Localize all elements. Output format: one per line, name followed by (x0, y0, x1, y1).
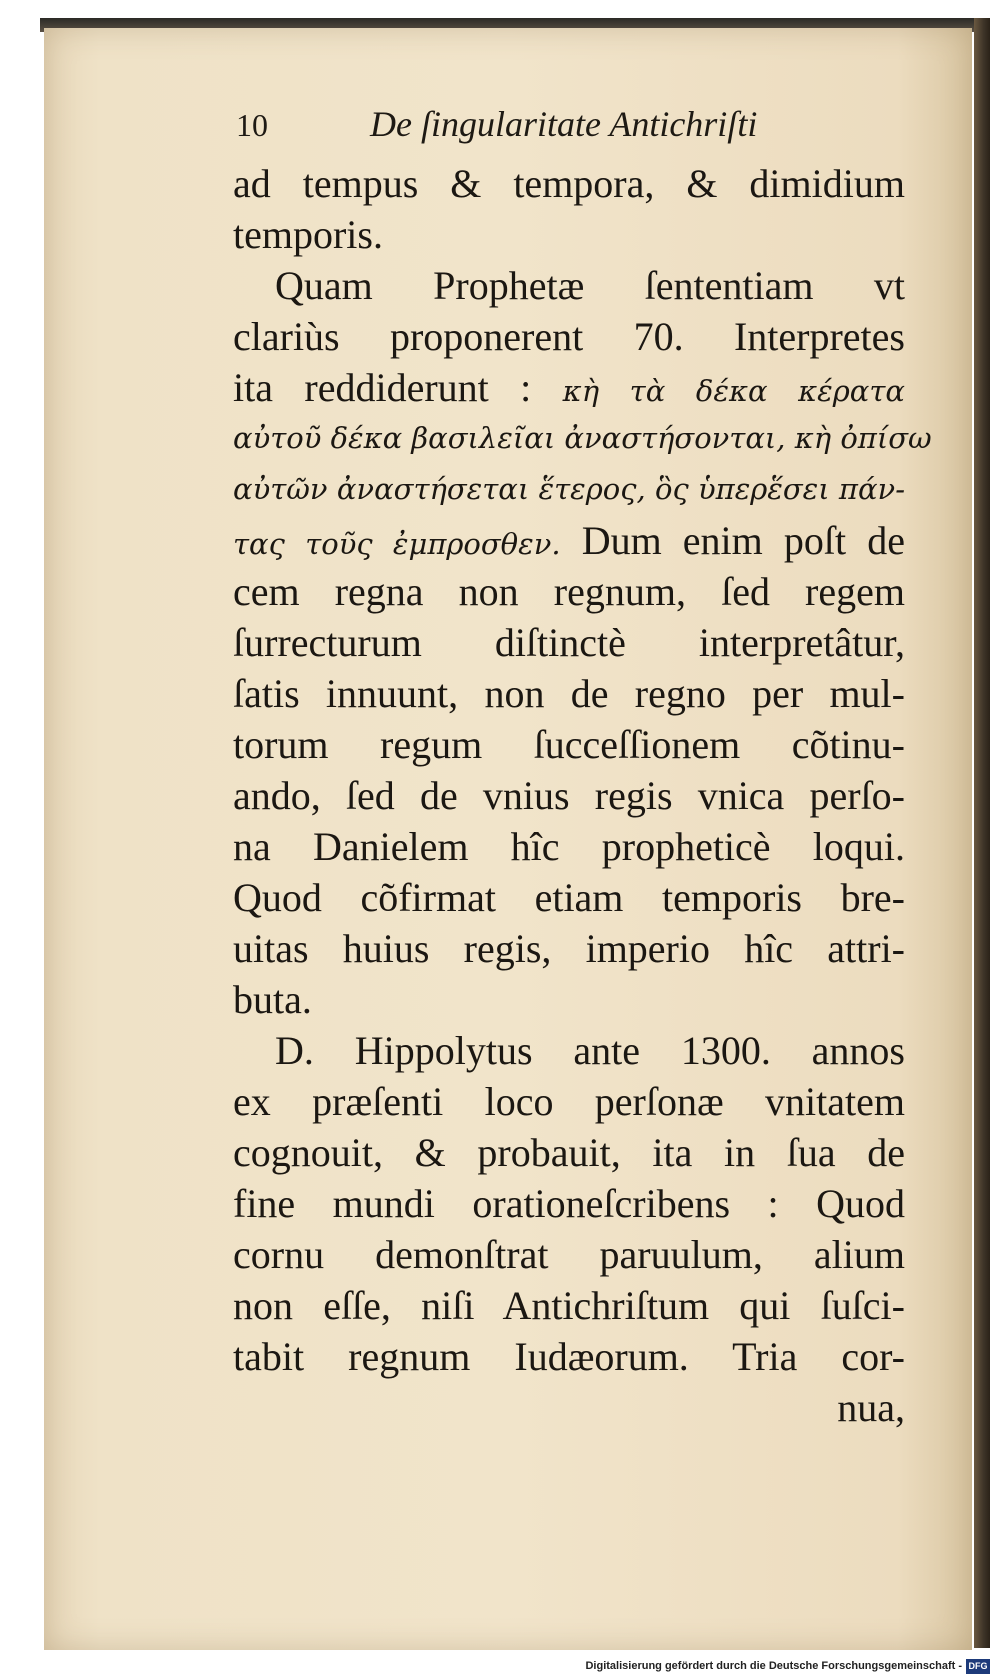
text-line: na Danielem hîc propheticè loqui. (233, 824, 905, 869)
text-line: ex præſenti loco perſonæ vnitatem (233, 1079, 905, 1124)
greek-line: αὐτοῦ δέκα βασιλεῖαι ἀναστήσονται, κὴ ὀπίσω (233, 421, 932, 455)
text-line: torum regum ſucceſſionem cõtinu- (233, 722, 905, 767)
page-number: 10 (236, 107, 268, 143)
greek-line: αὐτῶν ἀναστήσεται ἕτερος, ὃς ὑπερἕσει πάν- (233, 472, 905, 506)
text-line: non eſſe, niſi Antichriſtum qui ſuſci- (233, 1283, 905, 1328)
text-line-mixed (233, 515, 905, 566)
text-line: fine mundi orationeſcribens : Quod (233, 1181, 905, 1226)
page-header (236, 103, 796, 153)
book-edge-right (974, 18, 990, 1648)
greek-fragment: τας τοῦς ἐμπροσθεν. (233, 527, 561, 561)
funding-credit: Digitalisierung gefördert durch die Deutsche Forschungsgemeinschaft - (585, 1660, 962, 1672)
text-line: Quod cõfirmat etiam temporis bre- (233, 875, 905, 920)
text-line: ad tempus & tempora, & dimidium (233, 161, 905, 206)
text-line: Quam Prophetæ ſententiam vt (275, 263, 905, 308)
text-line: temporis. (233, 212, 383, 257)
text-line: cem regna non regnum, ſed regem (233, 569, 905, 614)
text-line: ſurrecturum diſtinctè interpretâtur, (233, 620, 905, 665)
text-line: uitas huius regis, imperio hîc attri- (233, 926, 905, 971)
text-line: tabit regnum Iudæorum. Tria cor- (233, 1334, 905, 1379)
dfg-logo: DFG (966, 1659, 990, 1674)
latin-fragment: Dum enim poſt de (581, 518, 905, 563)
body-text (233, 158, 932, 1433)
text-line: cornu demonſtrat paruulum, alium (233, 1232, 905, 1277)
text-line: clariùs proponerent 70. Interpretes (233, 314, 905, 359)
greek-fragment: κὴ τὰ δέκα κέρατα (562, 374, 906, 408)
text-line-mixed (233, 362, 905, 413)
catchword: nua, (837, 1385, 905, 1430)
latin-fragment: ita reddiderunt : (233, 365, 532, 410)
text-line: ando, ſed de vnius regis vnica perſo- (233, 773, 905, 818)
text-line: buta. (233, 977, 312, 1022)
text-line: cognouit, & probauit, ita in ſua de (233, 1130, 905, 1175)
text-line: ſatis innuunt, non de regno per mul- (233, 671, 905, 716)
digitization-footer (0, 1655, 1000, 1679)
running-title: De ſingularitate Antichriſti (370, 104, 758, 144)
text-line: D. Hippolytus ante 1300. annos (275, 1028, 905, 1073)
